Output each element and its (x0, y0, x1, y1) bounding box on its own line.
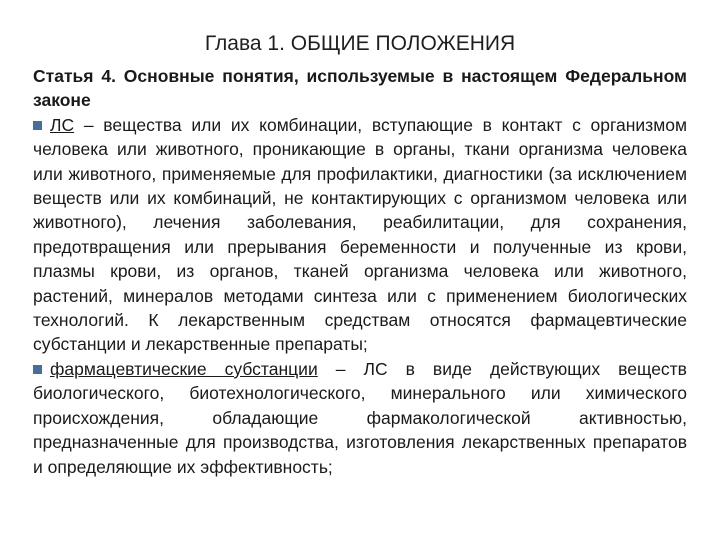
definition-text: – ЛС в виде действующих веществ биологического, биотехнологического, минерального или химического происхождения, обладающие фармакологической активностью, предназначенные для производства, изготовления лекарственных препаратов и определяющие их эффективность; (33, 358, 687, 477)
definition-term: ЛС (50, 114, 75, 135)
square-bullet-icon (33, 121, 42, 130)
definition-text: – вещества или их комбинации, вступающие в контакт с организмом человека или животного, проникающие в органы, ткани организма человека или животного, применяемые для профилактики, диагностики (за исключением веществ или их комбинаций, не контактирующих с организмом человека или животного), лечения заболевания, реабилитации, для сохранения, предотвращения или прерывания беременности и полученные из крови, плазмы крови, из органов, тканей организма человека или животного, растений, минералов методами синтеза или с применением биологических технологий. К лекарственным средствам относятся фармацевтические субстанции и лекарственные препараты; (33, 114, 687, 355)
chapter-title: Глава 1. ОБЩИЕ ПОЛОЖЕНИЯ (204, 32, 516, 55)
square-bullet-icon (33, 365, 42, 374)
definition-item (33, 113, 687, 357)
definition-term: фармацевтические субстанции (50, 358, 318, 379)
article-heading: Статья 4. Основные понятия, используемые в настоящем Федеральном законе (33, 66, 687, 111)
definition-item (33, 357, 687, 479)
slide-body (33, 64, 687, 479)
